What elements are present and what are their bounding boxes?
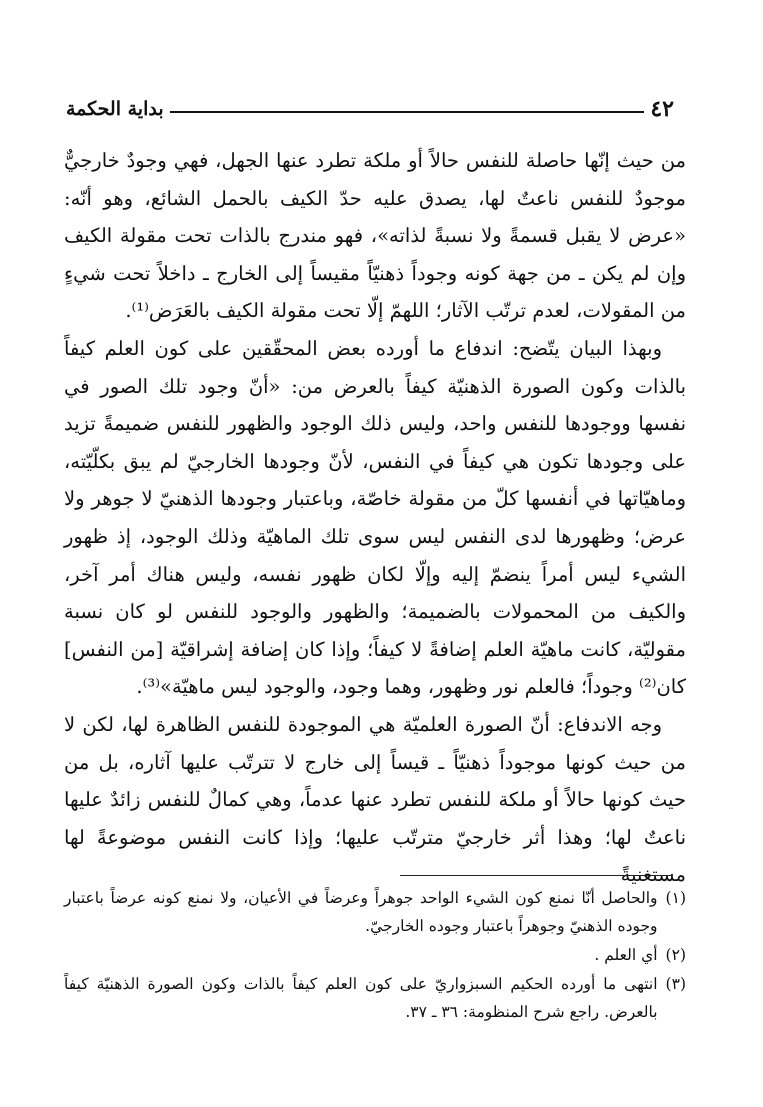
footnote-text: والحاصل أنّا نمنع كون الشيء الواحد جوهراً وعرضاً في الأعيان، ولا نمنع كونه عرضاً باعتبار وجوده الذهنيّ وجوهراً باعتبار وجوده الخارجيّ. xyxy=(64,889,658,935)
paragraph: وجه الاندفاع: أنّ الصورة العلميّة هي الموجودة للنفس الظاهرة لها، لكن لا من حيث كونها موجوداً ذهنيّاً ـ قيساً إلى خارج لا تترتّب عليها آثاره، بل من حيث كونها حالاً أو ملكة للنفس تطرد عنها عدماً، وهي كمالٌ للنفس زائدٌ عليها ناعتٌ لها؛ وهذا أثر خارجيّ مترتّب عليها؛ وإذا كانت النفس موضوعةً لها مستغنيةً xyxy=(64,712,686,887)
paragraph: وبهذا البيان يتّضح: اندفاع ما أورده بعض المحقّقين على كون العلم كيفاً بالذات وكون الصورة الذهنيّة كيفاً بالعرض من: «أنّ وجود تلك الصور في نفسها ووجودها للنفس واحد، وليس ذلك الوجود والظهور للنفس ضميمةً تزيد على وجودها تكون هي كيفاً في النفس، لأنّ وجودها الخارجيّ لم يبق بكلّيّته، وماهيّاتها في أنفسها كلّ من مقولة خاصّة، وباعتبار وجودها الذهنيّ لا جوهر ولا عرض؛ وظهورها لدى النفس ليس سوى تلك الماهيّة وذلك الوجود، إذ ظهور الشيء ليس أمراً ينضمّ إليه وإلّا لكان ظهور نفسه، وليس هناك أمر آخر، والكيف من المحمولات بالضميمة؛ والظهور والوجود للنفس لو كان نسبة مقوليّة، كانت ماهيّة العلم إضافةً لا كيفاً؛ وإذا كان إضافة إشراقيّة [من النفس] كان⁽²⁾ وجوداً؛ فالعلم نور وظهور، وهما وجود، والوجود ليس ماهيّة»⁽³⁾. xyxy=(64,336,686,699)
footnote-text: أي العلم . xyxy=(594,946,658,964)
footnote-mark: (٣) xyxy=(665,975,686,993)
header-rule xyxy=(170,111,645,113)
page-header xyxy=(58,92,680,126)
footnote-text: انتهى ما أورده الحكيم السبزواريّ على كون العلم كيفاً بالذات وكون الصورة الذهنيّة كيفاً بالعرض. راجع شرح المنظومة: ٣٦ ـ ٣٧. xyxy=(64,975,658,1021)
footnote-mark: (٢) xyxy=(665,946,686,964)
footnote-item xyxy=(64,884,686,940)
page-number: ٤٢ xyxy=(650,96,674,122)
footnote-divider xyxy=(400,875,672,876)
running-title: بداية الحكمة xyxy=(66,98,164,120)
paragraph: من حيث إنّها حاصلة للنفس حالاً أو ملكة تطرد عنها الجهل، فهي وجودٌ خارجيٌّ موجودٌ للنفس ناعتٌ لها، يصدق عليه حدّ الكيف بالحمل الشائع، وهو أنّه: «عرض لا يقبل قسمةً ولا نسبةً لذاته»، فهو مندرج بالذات تحت مقولة الكيف وإن لم يكن ـ من جهة كونه وجوداً ذهنيّاً مقيساً إلى الخارج ـ داخلاً تحت شيءٍ من المقولات، لعدم ترتّب الآثار؛ اللهمّ إلّا تحت مقولة الكيف بالعَرَض⁽¹⁾. xyxy=(64,149,686,323)
body-text xyxy=(64,142,686,894)
footnote-mark: (١) xyxy=(665,889,686,907)
footnotes xyxy=(64,884,686,1027)
footnote-item xyxy=(64,941,686,969)
footnote-item xyxy=(64,970,686,1026)
